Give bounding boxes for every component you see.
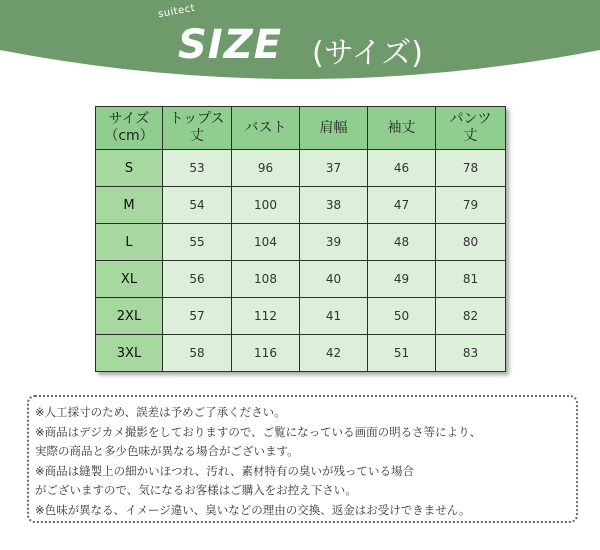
table-row	[96, 335, 506, 372]
table-cell: 80	[436, 224, 506, 261]
notes-box	[27, 395, 578, 523]
table-cell: 48	[368, 224, 436, 261]
table-cell: 49	[368, 261, 436, 298]
table-cell: 78	[436, 150, 506, 187]
table-cell: 56	[163, 261, 232, 298]
header-line: サイズ	[108, 111, 150, 127]
note-line: がございますので、気になるお客様はご購入をお控え下さい。	[35, 483, 357, 497]
size-title-en: SIZE	[178, 22, 283, 68]
size-banner	[0, 0, 600, 80]
size-table	[95, 106, 506, 372]
size-title-jp: (サイズ)	[312, 36, 424, 71]
table-cell: 40	[300, 261, 368, 298]
table-cell: 104	[232, 224, 300, 261]
table-cell: 41	[300, 298, 368, 335]
table-cell: 38	[300, 187, 368, 224]
table-cell: 81	[436, 261, 506, 298]
size-label: M	[96, 187, 163, 224]
table-row	[96, 224, 506, 261]
size-label: XL	[96, 261, 163, 298]
table-cell: 55	[163, 224, 232, 261]
table-cell: 50	[368, 298, 436, 335]
header-bust	[232, 107, 300, 150]
table-cell: 58	[163, 335, 232, 372]
header-line: 袖丈	[387, 119, 416, 136]
size-label: S	[96, 150, 163, 187]
header-line: パンツ	[449, 111, 492, 127]
table-row	[96, 261, 506, 298]
header-line: トップス	[169, 111, 225, 127]
header-line: 丈	[463, 128, 478, 144]
brand-name: suitect	[157, 2, 196, 21]
table-cell: 83	[436, 335, 506, 372]
note-line: ※商品はデジカメ撮影をしておりますので、ご覧になっている画面の明るさ等により、	[35, 424, 482, 439]
table-cell: 82	[436, 298, 506, 335]
header-line: 丈	[190, 128, 204, 144]
table-cell: 47	[368, 187, 436, 224]
table-row	[96, 187, 506, 224]
table-cell: 42	[300, 335, 368, 372]
header-sleeve	[368, 107, 436, 150]
table-cell: 53	[163, 150, 232, 187]
table-cell: 79	[436, 187, 506, 224]
table-cell: 39	[300, 224, 368, 261]
table-cell: 100	[232, 187, 300, 224]
note-line: ※人工採寸のため、誤差は予めご了承ください。	[35, 405, 286, 419]
note-line: 実際の商品と多少色味が異なる場合がございます。	[35, 444, 299, 458]
table-cell: 108	[232, 261, 300, 298]
table-cell: 112	[232, 298, 300, 335]
size-label: 2XL	[96, 298, 163, 335]
header-size	[96, 107, 163, 150]
table-cell: 57	[163, 298, 232, 335]
table-cell: 54	[163, 187, 232, 224]
size-label: L	[96, 224, 163, 261]
table-cell: 51	[368, 335, 436, 372]
table-cell: 96	[232, 150, 300, 187]
note-line: ※商品は縫製上の細かいほつれ、汚れ、素材特有の臭いが残っている場合	[35, 463, 415, 478]
size-label: 3XL	[96, 335, 163, 372]
banner-background	[0, 0, 600, 80]
header-line: 肩幅	[319, 119, 348, 136]
table-row	[96, 298, 506, 335]
table-cell: 37	[300, 150, 368, 187]
table-header-row	[96, 107, 506, 150]
header-pants-length	[436, 107, 506, 150]
table-cell: 46	[368, 150, 436, 187]
header-line: バスト	[244, 119, 287, 136]
header-tops-length	[163, 107, 232, 150]
header-line: （cm）	[104, 128, 154, 144]
table-row	[96, 150, 506, 187]
header-shoulder	[300, 107, 368, 150]
note-line: ※色味が異なる、イメージ違い、臭いなどの理由の交換、返金はお受けできません。	[35, 502, 471, 517]
table-cell: 116	[232, 335, 300, 372]
